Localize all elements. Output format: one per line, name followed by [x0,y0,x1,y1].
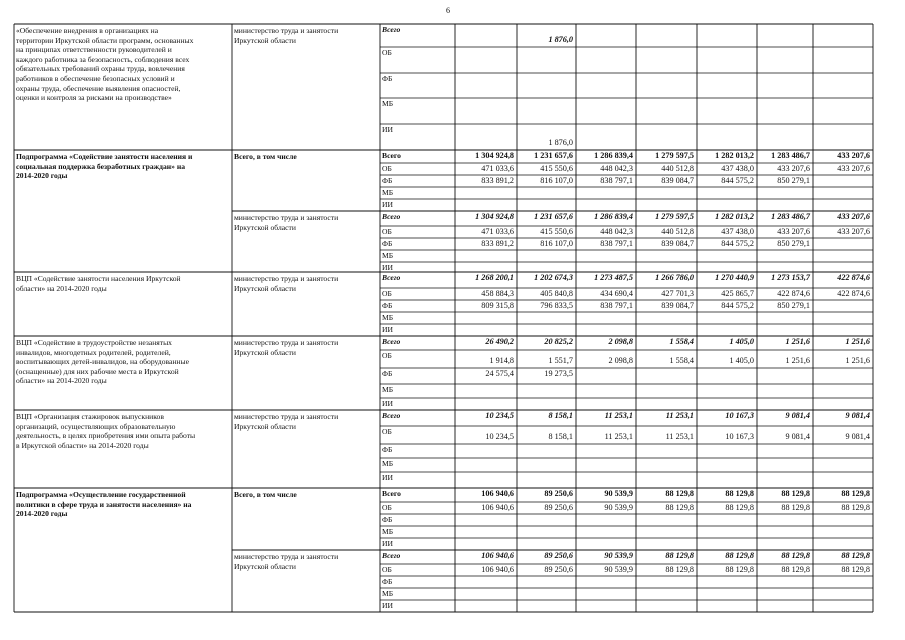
executor-line: министерство труда и занятости [234,552,339,561]
value-cell: 8 158,1 [548,411,573,420]
row-label: ОБ [382,503,392,512]
value-cell: 440 512,8 [661,227,694,236]
row-label: Всего [382,212,401,221]
value-cell: 1 279 597,5 [655,151,694,160]
row-label: ОБ [382,565,392,574]
value-cell: 2 098,8 [608,337,633,346]
value-cell: 422 874,6 [837,289,870,298]
value-cell: 433 207,6 [777,227,810,236]
value-cell: 1 286 839,4 [594,151,633,160]
value-cell: 833 891,2 [481,239,514,248]
value-cell: 448 042,3 [600,227,633,236]
value-cell: 422 874,6 [837,273,870,282]
value-cell: 88 129,8 [665,565,694,574]
value-cell: 88 129,8 [665,551,694,560]
value-cell: 1 268 200,1 [475,273,514,282]
value-cell: 9 081,4 [785,432,810,441]
value-cell: 88 129,8 [781,503,810,512]
value-cell: 90 539,9 [604,489,633,498]
value-cell: 11 253,1 [665,432,694,441]
value-cell: 816 107,0 [540,239,573,248]
section-name-line: 2014-2020 годы [16,509,68,519]
section-name-line: 2014-2020 годы [16,171,68,181]
value-cell: 1 876,0 [548,35,573,44]
value-cell: 1 202 674,3 [534,273,573,282]
value-cell: 106 940,6 [481,503,514,512]
row-label: ОБ [382,164,392,173]
value-cell: 1 304 924,8 [475,151,514,160]
value-cell: 88 129,8 [841,489,870,498]
value-cell: 437 438,0 [721,164,754,173]
row-label: ОБ [382,227,392,236]
row-label: ИИ [382,125,393,134]
value-cell: 1 876,0 [548,138,573,147]
executor-line: Иркутской области [234,283,296,293]
section-name-line: каждого работника за безопасность, соблюдения всех [16,54,190,64]
value-cell: 106 940,6 [481,565,514,574]
section-name-line: области» на 2014-2020 годы [16,376,107,386]
value-cell: 26 490,2 [485,337,514,346]
section-name-line: (оснащенные) для них рабочие места в Иркутской [16,366,179,376]
value-cell: 844 575,2 [721,239,754,248]
value-cell: 89 250,6 [544,565,573,574]
section-name-line: ВЦП «Содействие в трудоустройстве незанятых [16,338,172,347]
section-name-line: деятельность, в целях приобретения ими опыта работы [16,431,196,441]
value-cell: 844 575,2 [721,176,754,185]
value-cell: 10 234,5 [485,411,514,420]
value-cell: 471 033,6 [481,164,514,173]
value-cell: 9 081,4 [845,432,870,441]
row-label: МБ [382,251,394,260]
value-cell: 816 107,0 [540,176,573,185]
value-cell: 106 940,6 [481,551,514,560]
value-cell: 427 701,3 [661,289,694,298]
executor-line: Иркутской области [234,35,296,45]
value-cell: 1 558,4 [669,337,694,346]
section-name-line: ВЦП «Организация стажировок выпускников [16,412,164,421]
executor-line: Иркутской области [234,222,296,232]
value-cell: 9 081,4 [845,411,870,420]
section-name-line: социальная поддержка безработных граждан» на [16,161,186,171]
section-name-line: политики в сфере труда и занятости населения» на [16,499,192,509]
value-cell: 24 575,4 [485,369,514,378]
value-cell: 838 797,1 [600,301,633,310]
value-cell: 796 833,5 [540,301,573,310]
row-label: ИИ [382,601,393,610]
value-cell: 1 251,6 [785,337,810,346]
value-cell: 8 158,1 [548,432,573,441]
value-cell: 90 539,9 [604,565,633,574]
row-label: Всего [382,489,401,498]
value-cell: 1 273 153,7 [771,273,810,282]
value-cell: 88 129,8 [841,551,870,560]
section-name-line: обязательных требований охраны труда, вовлечения [16,64,185,74]
value-cell: 458 884,3 [481,289,514,298]
row-label: Всего [382,551,401,560]
section-name-line: организаций, осуществляющих образовательную [16,421,176,431]
value-cell: 88 129,8 [725,551,754,560]
value-cell: 838 797,1 [600,239,633,248]
section-name-line: инвалидов, многодетных родителей, родителей, [16,347,171,357]
value-cell: 1 266 786,0 [655,273,694,282]
row-label: ФБ [382,301,393,310]
value-cell: 88 129,8 [665,503,694,512]
value-cell: 11 253,1 [604,411,633,420]
value-cell: 89 250,6 [544,551,573,560]
value-cell: 433 207,6 [837,151,870,160]
row-label: Всего [382,273,401,282]
value-cell: 90 539,9 [604,503,633,512]
row-label: ОБ [382,351,392,360]
value-cell: 1 231 657,6 [534,212,573,221]
row-label: МБ [382,589,394,598]
section-name-line: Подпрограмма «Осуществление государственной [16,490,186,499]
section-name-line: работников в обеспечение безопасных условий и [16,74,175,83]
row-label: ОБ [382,289,392,298]
value-cell: 839 084,7 [661,239,694,248]
executor-line: министерство труда и занятости [234,412,339,421]
row-label: Всего [382,411,401,420]
value-cell: 20 825,2 [544,337,573,346]
value-cell: 440 512,8 [661,164,694,173]
value-cell: 839 084,7 [661,176,694,185]
row-label: МБ [382,385,394,394]
value-cell: 1 283 486,7 [771,212,810,221]
value-cell: 88 129,8 [841,503,870,512]
executor-line: Всего, в том числе [234,152,297,161]
value-cell: 106 940,6 [481,489,514,498]
value-cell: 425 865,7 [721,289,754,298]
value-cell: 10 167,3 [725,432,754,441]
value-cell: 405 840,8 [540,289,573,298]
value-cell: 11 253,1 [604,432,633,441]
value-cell: 1 251,6 [785,356,810,365]
value-cell: 88 129,8 [841,565,870,574]
value-cell: 839 084,7 [661,301,694,310]
value-cell: 88 129,8 [781,551,810,560]
value-cell: 844 575,2 [721,301,754,310]
row-label: ОБ [382,427,392,436]
row-label: Всего [382,25,401,34]
value-cell: 90 539,9 [604,551,633,560]
value-cell: 88 129,8 [725,565,754,574]
section-name-line: территории Иркутской области программ, основанных [16,35,194,45]
executor-line: Иркутской области [234,421,296,431]
value-cell: 850 279,1 [777,239,810,248]
row-label: ОБ [382,48,392,57]
section-name-line: области» на 2014-2020 годы [16,283,107,293]
value-cell: 471 033,6 [481,227,514,236]
value-cell: 1 405,0 [729,337,754,346]
value-cell: 437 438,0 [721,227,754,236]
row-label: ФБ [382,369,393,378]
executor-line: Всего, в том числе [234,490,297,499]
row-label: ФБ [382,577,393,586]
row-label: ИИ [382,539,393,548]
value-cell: 1 273 487,5 [594,273,633,282]
value-cell: 88 129,8 [781,565,810,574]
value-cell: 850 279,1 [777,301,810,310]
value-cell: 9 081,4 [785,411,810,420]
value-cell: 88 129,8 [781,489,810,498]
value-cell: 433 207,6 [837,164,870,173]
value-cell: 1 283 486,7 [771,151,810,160]
value-cell: 1 914,8 [489,356,514,365]
row-label: ФБ [382,74,393,83]
row-label: ФБ [382,445,393,454]
value-cell: 1 304 924,8 [475,212,514,221]
section-name-line: в Иркутской области» на 2014-2020 годы [16,440,149,450]
section-name-line: на принципах ответственности руководителей и [16,45,172,55]
value-cell: 433 207,6 [837,212,870,221]
value-cell: 809 315,8 [481,301,514,310]
value-cell: 10 167,3 [725,411,754,420]
value-cell: 88 129,8 [725,503,754,512]
value-cell: 11 253,1 [665,411,694,420]
value-cell: 850 279,1 [777,176,810,185]
executor-line: министерство труда и занятости [234,213,339,222]
value-cell: 1 282 013,2 [715,151,754,160]
page-number: 6 [446,6,450,15]
section-name-line: «Обеспечение внедрения в организациях на [16,26,159,35]
value-cell: 415 550,6 [540,227,573,236]
row-label: ФБ [382,239,393,248]
row-label: ИИ [382,263,393,272]
row-label: МБ [382,459,394,468]
section-name-line: ВЦП «Содействие занятости населения Иркутской [16,274,181,283]
section-name-line: охраны труда, обеспечение выявления опасностей, [16,83,181,93]
value-cell: 89 250,6 [544,503,573,512]
executor-line: министерство труда и занятости [234,26,339,35]
row-label: МБ [382,527,394,536]
executor-line: министерство труда и занятости [234,338,339,347]
value-cell: 89 250,6 [544,489,573,498]
value-cell: 1 282 013,2 [715,212,754,221]
value-cell: 1 405,0 [729,356,754,365]
row-label: ФБ [382,515,393,524]
value-cell: 833 891,2 [481,176,514,185]
row-label: Всего [382,337,401,346]
row-label: Всего [382,151,401,160]
executor-line: Иркутской области [234,561,296,571]
executor-line: Иркутской области [234,347,296,357]
row-label: МБ [382,313,394,322]
value-cell: 1 270 440,9 [715,273,754,282]
value-cell: 88 129,8 [725,489,754,498]
section-name-line: Подпрограмма «Содействие занятости населения и [16,152,193,161]
row-label: ИИ [382,399,393,408]
row-label: ИИ [382,325,393,334]
section-name-line: воспитывающих детей-инвалидов, на оборудованные [16,357,189,367]
value-cell: 838 797,1 [600,176,633,185]
value-cell: 1 231 657,6 [534,151,573,160]
value-cell: 1 251,6 [845,356,870,365]
value-cell: 2 098,8 [608,356,633,365]
value-cell: 1 558,4 [669,356,694,365]
value-cell: 433 207,6 [837,227,870,236]
section-name-line: оценки и контроля за рисками на производстве» [16,93,172,103]
value-cell: 415 550,6 [540,164,573,173]
row-label: ИИ [382,200,393,209]
value-cell: 19 273,5 [544,369,573,378]
value-cell: 10 234,5 [485,432,514,441]
value-cell: 448 042,3 [600,164,633,173]
row-label: ИИ [382,473,393,482]
row-label: ФБ [382,176,393,185]
row-label: МБ [382,188,394,197]
value-cell: 1 251,6 [845,337,870,346]
value-cell: 1 286 839,4 [594,212,633,221]
value-cell: 422 874,6 [777,289,810,298]
value-cell: 433 207,6 [777,164,810,173]
value-cell: 1 551,7 [548,356,573,365]
value-cell: 88 129,8 [665,489,694,498]
value-cell: 434 690,4 [600,289,633,298]
row-label: МБ [382,99,394,108]
executor-line: министерство труда и занятости [234,274,339,283]
value-cell: 1 279 597,5 [655,212,694,221]
